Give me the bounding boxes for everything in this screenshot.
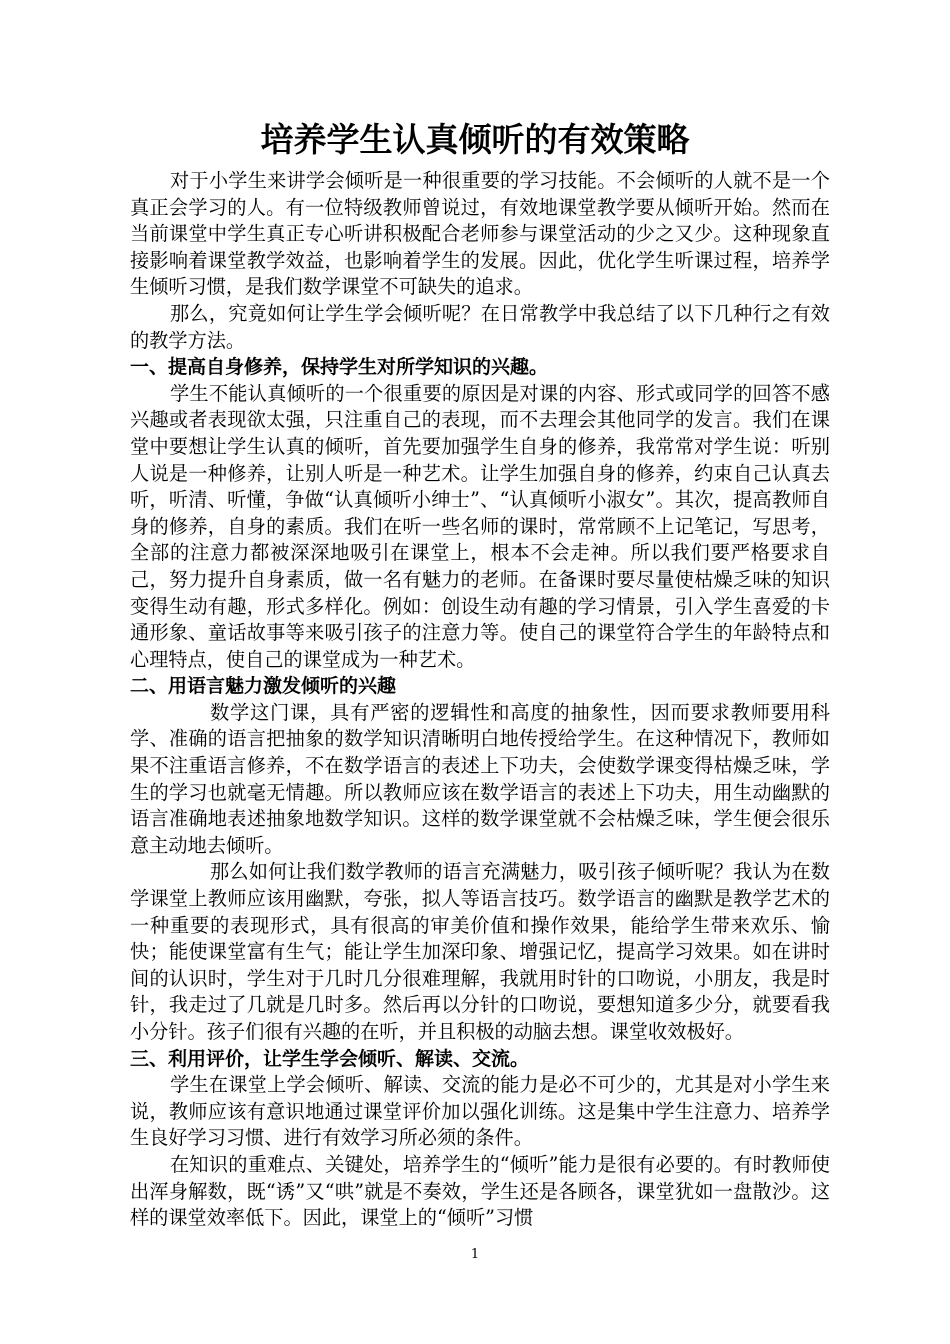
body-paragraph: 学生不能认真倾听的一个很重要的原因是对课的内容、形式或同学的回答不感兴趣或者表现欲太强，只注重自己的表现，而不去理会其他同学的发言。我们在课堂中要想让学生认真的倾听，首先要加强学生自身的修养，我常常对学生说：听别人说是一种修养，让别人听是一种艺术。让学生加强自身的修养，约束自己认真去听，听清、听懂，争做“认真倾听小绅士”、“认真倾听小淑女”。其次，提高教师自身的修养，自身的素质。我们在听一些名师的课时，常常顾不上记笔记，写思考，全部的注意力都被深深地吸引在课堂上，根本不会走神。所以我们要严格要求自己，努力提升自身素质，做一名有魅力的老师。在备课时要尽量使枯燥乏味的知识变得生动有趣，形式多样化。例如：创设生动有趣的学习情景，引入学生喜爱的卡通形象、童话故事等来吸引孩子的注意力等。使自己的课堂符合学生的年龄特点和心理特点，使自己的课堂成为一种艺术。: [130, 381, 830, 671]
section-heading: 二、用语言魅力激发倾听的兴趣: [130, 675, 397, 698]
body-paragraph: 数学这门课，具有严密的逻辑性和高度的抽象性，因而要求教师要用科学、准确的语言把抽象的数学知识清晰明白地传授给学生。在这种情况下，教师如果不注重语言修养，不在数学语言的表述上下功夫，会使数学课变得枯燥乏味，学生的学习也就毫无情趣。所以教师应该在数学语言的表述上下功夫，用生动幽默的语言准确地表述抽象地数学知识。这样的数学课堂就不会枯燥乏味，学生便会很乐意主动地去倾听。: [130, 700, 830, 857]
body-paragraph: 那么如何让我们数学教师的语言充满魅力，吸引孩子倾听呢？我认为在数学课堂上教师应该用幽默，夸张，拟人等语言技巧。数学语言的幽默是教学艺术的一种重要的表现形式，具有很高的审美价值和操作效果，能给学生带来欢乐、愉快；能使课堂富有生气；能让学生加深印象、增强记忆，提高学习效果。如在讲时间的认识时，学生对于几时几分很难理解，我就用时针的口吻说，小朋友，我是时针，我走过了几就是几时多。然后再以分针的口吻说，要想知道多少分，就要看我小分针。孩子们很有兴趣的在听，并且积极的动脑去想。课堂收效极好。: [130, 860, 830, 1043]
body-paragraph: 在知识的重难点、关键处，培养学生的“倾听”能力是很有必要的。有时教师使出浑身解数，既“诱”又“哄”就是不奏效，学生还是各顾各，课堂犹如一盘散沙。这样的课堂效率低下。因此，课堂上的“倾听”习惯: [130, 1152, 830, 1230]
section-heading: 三、利用评价，让学生学会倾听、解读、交流。: [130, 1047, 530, 1070]
body-paragraph: 学生在课堂上学会倾听、解读、交流的能力是必不可少的，尤其是对小学生来说，教师应该有意识地通过课堂评价加以强化训练。这是集中学生注意力、培养学生良好学习习惯、进行有效学习所必须的条件。: [130, 1073, 830, 1150]
document-body: [130, 168, 830, 1232]
section-heading: 一、提高自身修养，保持学生对所学知识的兴趣。: [130, 356, 549, 379]
page-number: 1: [470, 1247, 480, 1262]
body-paragraph: 对于小学生来讲学会倾听是一种很重要的学习技能。不会倾听的人就不是一个真正会学习的人。有一位特级教师曾说过，有效地课堂教学要从倾听开始。然而在当前课堂中学生真正专心听讲积极配合老师参与课堂活动的少之又少。这种现象直接影响着课堂教学效益，也影响着学生的发展。因此，优化学生听课过程，培养学生倾听习惯，是我们数学课堂不可缺失的追求。: [130, 169, 830, 299]
document-title: 培养学生认真倾听的有效策略: [260, 120, 690, 159]
body-paragraph: 那么，究竟如何让学生学会倾听呢？在日常教学中我总结了以下几种行之有效的教学方法。: [130, 301, 830, 352]
